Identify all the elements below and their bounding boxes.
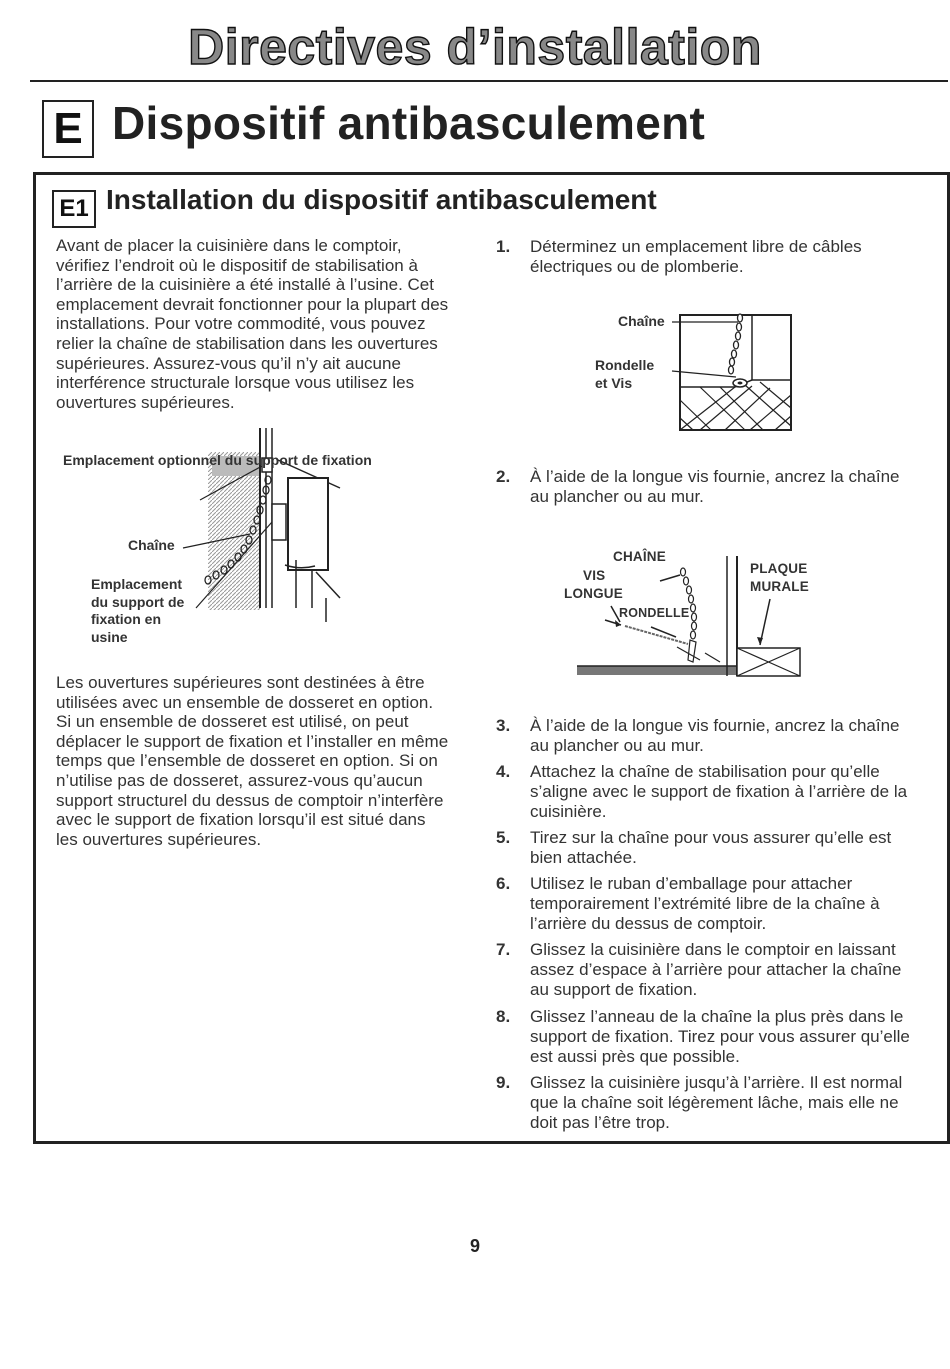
step-4: [496, 762, 921, 823]
fig3-label-plate-1: PLAQUE: [750, 561, 808, 576]
step-number: 5.: [496, 828, 511, 847]
step-5: [496, 828, 921, 868]
step-text: Attachez la chaîne de stabilisation pour qu’elle s’aligne avec le support de fixation à l’arrière de la cuisinière.: [530, 762, 908, 822]
label-chain: Chaîne: [128, 537, 175, 553]
step-text: Glissez la cuisinière dans le comptoir en laissant assez d’espace à l’arrière pour attacher la chaîne au support de fixation.: [530, 940, 902, 1000]
step-6: [496, 874, 921, 935]
subsection-title: Installation du dispositif antibasculement: [106, 184, 657, 215]
fig2-label-chain: Chaîne: [618, 313, 665, 329]
label-factory-bracket-location: Emplacement du support de fixation en usine: [91, 576, 185, 645]
label-optional-bracket-location: Emplacement optionnel du support de fixation: [63, 452, 372, 468]
step-text: À l’aide de la longue vis fournie, ancrez la chaîne au plancher ou au mur.: [530, 467, 900, 507]
step-text: À l’aide de la longue vis fournie, ancrez la chaîne au plancher ou au mur.: [530, 716, 900, 756]
step-number: 1.: [496, 237, 511, 256]
step-9: [496, 1073, 921, 1134]
step-number: 2.: [496, 467, 511, 486]
fig3-label-long: LONGUE: [564, 586, 623, 601]
step-text: Déterminez un emplacement libre de câbles électriques ou de plomberie.: [530, 237, 862, 277]
intro-paragraph: Avant de placer la cuisinière dans le comptoir, vérifiez l’endroit où le dispositif de stabilisation à l’arrière de la cuisinière a été installé à l’usine. Cet emplacement devrait fonctionner pour la plupart des installations. Pour votre commodité, vous pouvez relier la chaîne de stabilisation dans les ouvertures supérieures. Assurez-vous qu’il n’y ait aucune interférence structurale lorsque vous utilisez les ouvertures supérieures.: [56, 236, 449, 412]
step-text: Tirez sur la chaîne pour vous assurer qu’elle est bien attachée.: [530, 828, 892, 868]
step-number: 9.: [496, 1073, 511, 1092]
step-number: 7.: [496, 940, 511, 959]
fig3-label-chain: CHAÎNE: [613, 549, 666, 564]
outro-paragraph: Les ouvertures supérieures sont destinées à être utilisées avec un ensemble de dosseret en option. Si un ensemble de dosseret est utilisé, on peut déplacer le support de fixation et l’installer en même temps que l’ensemble de dosseret en option. Si on n’utilise pas de dosseret, assurez-vous qu’aucun support structurel du dessus de comptoir n’interfère avec le support de fixation lorsqu’il est situé dans les ouvertures supérieures.: [56, 673, 449, 849]
step-text: Glissez la cuisinière jusqu’à l’arrière. Il est normal que la chaîne soit légèrement lâche, mais elle ne doit pas l’être trop.: [530, 1073, 903, 1133]
step-text: Utilisez le ruban d’emballage pour attacher temporairement l’extrémité libre de la chaîne à l’arrière du dessus de comptoir.: [530, 874, 880, 934]
step-number: 8.: [496, 1007, 511, 1026]
fig3-label-washer: RONDELLE: [619, 606, 690, 620]
step-8: [496, 1007, 921, 1068]
step-3: [496, 716, 921, 756]
section-title: Dispositif antibasculement: [112, 97, 706, 149]
subsection-badge: E1: [52, 190, 96, 228]
step-number: 3.: [496, 716, 511, 735]
page-main-title: Directives d’installation: [188, 19, 762, 75]
fig3-label-plate-2: MURALE: [750, 579, 809, 594]
section-badge: E: [42, 100, 94, 158]
step-number: 6.: [496, 874, 511, 893]
page-number: 9: [469, 1236, 480, 1256]
step-7: [496, 940, 921, 1001]
step-number: 4.: [496, 762, 511, 781]
fig2-label-and-screw: et Vis: [595, 375, 633, 391]
step-text: Glissez l’anneau de la chaîne la plus près dans le support de fixation. Tirez pour vous assurer qu’elle est aussi près que possible.: [530, 1007, 910, 1067]
fig2-label-washer: Rondelle: [595, 357, 655, 373]
fig3-label-screw: VIS: [583, 568, 606, 583]
